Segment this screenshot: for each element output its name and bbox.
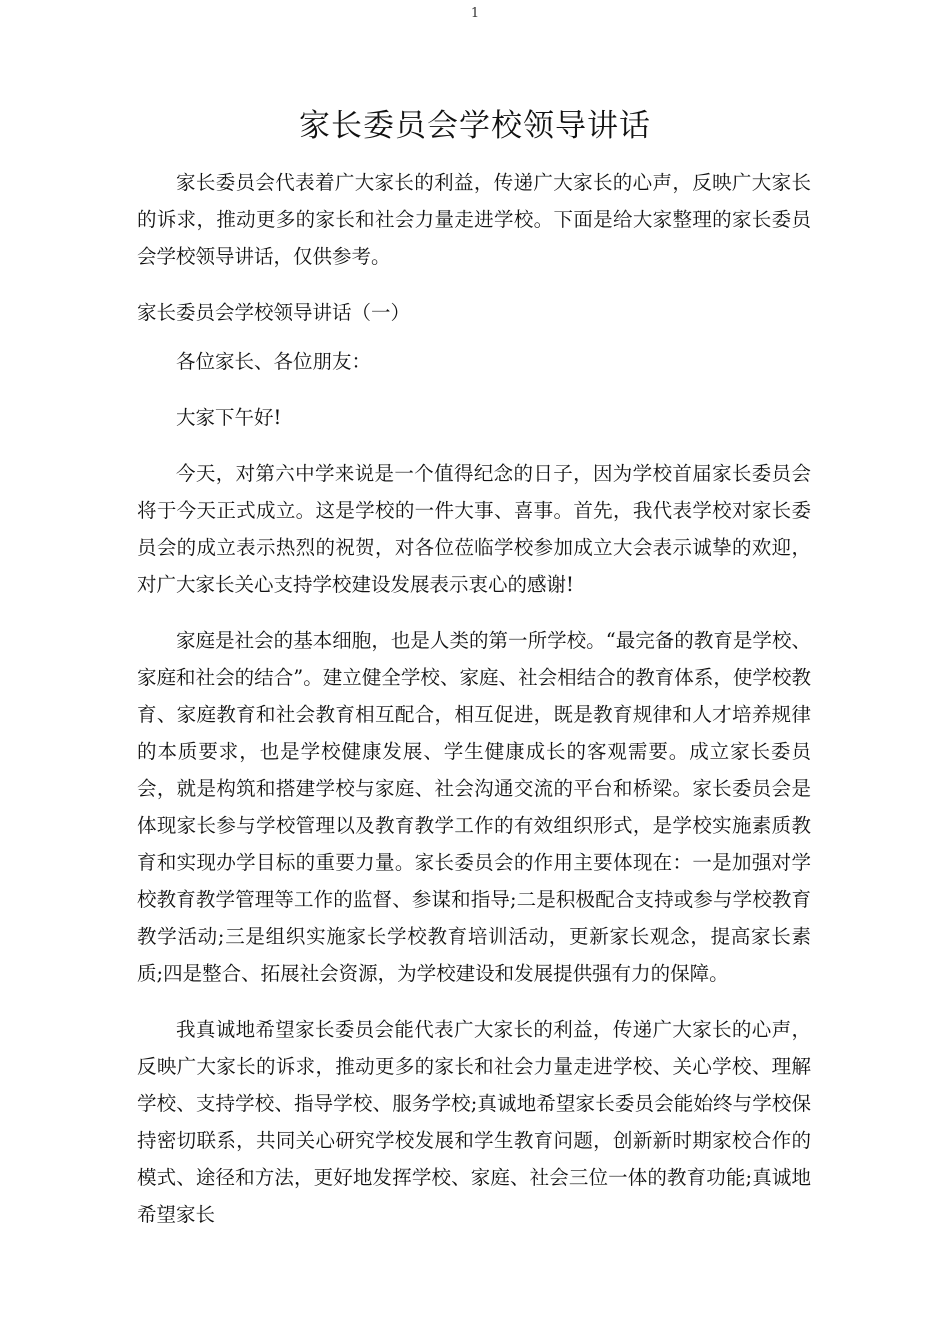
body-paragraph-2: 家庭是社会的基本细胞，也是人类的第一所学校。“最完备的教育是学校、家庭和社会的结合”。建立健全学校、家庭、社会相结合的教育体系，使学校教育、家庭教育和社会教育相互配合，相互促进，既是教育规律和人才培养规律的本质要求，也是学校健康发展、学生健康成长的客观需要。成立家长委员会，就是构筑和搭建学校与家庭、社会沟通交流的平台和桥梁。家长委员会是体现家长参与学校管理以及教育教学工作的有效组织形式，是学校实施素质教育和实现办学目标的重要力量。家长委员会的作用主要体现在：一是加强对学校教育教学管理等工作的监督、参谋和指导;二是积极配合支持或参与学校教育教学活动;三是组织实施家长学校教育培训活动，更新家长观念，提高家长素质;四是整合、拓展社会资源，为学校建设和发展提供强有力的保障。: [137, 629, 811, 985]
body-paragraph-1: 今天，对第六中学来说是一个值得纪念的日子，因为学校首届家长委员会将于今天正式成立。这是学校的一件大事、喜事。首先，我代表学校对家长委员会的成立表示热烈的祝贺，对各位莅临学校参加成立大会表示诚挚的欢迎，对广大家长关心支持学校建设发展表示衷心的感谢!: [137, 462, 811, 596]
document-title: 家长委员会学校领导讲话: [299, 108, 651, 144]
body-paragraph-3: 我真诚地希望家长委员会能代表广大家长的利益，传递广大家长的心声，反映广大家长的诉求，推动更多的家长和社会力量走进学校、关心学校、理解学校、支持学校、指导学校、服务学校;真诚地希望家长委员会能始终与学校保持密切联系，共同关心研究学校发展和学生教育问题，创新新时期家校合作的模式、途径和方法，更好地发挥学校、家庭、社会三位一体的教育功能;真诚地希望家长: [137, 1018, 811, 1226]
greeting-paragraph: 各位家长、各位朋友：: [176, 350, 372, 373]
intro-paragraph: 家长委员会代表着广大家长的利益，传递广大家长的心声，反映广大家长的诉求，推动更多的家长和社会力量走进学校。下面是给大家整理的家长委员会学校领导讲话，仅供参考。: [137, 171, 811, 268]
section-heading: 家长委员会学校领导讲话（一）: [137, 301, 411, 324]
page-number: 1: [470, 6, 480, 21]
salutation-paragraph: 大家下午好!: [176, 406, 282, 429]
document-body: [137, 164, 811, 1252]
